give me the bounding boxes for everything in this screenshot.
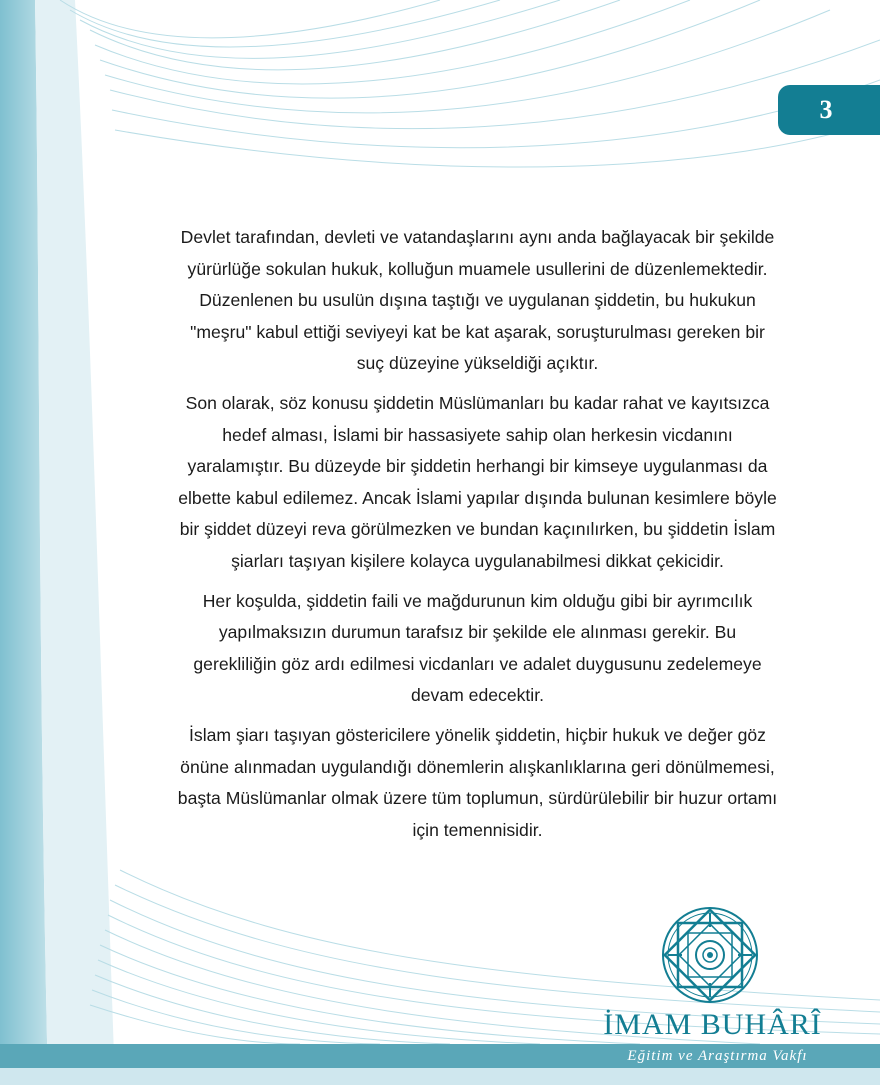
paragraph: Son olarak, söz konusu şiddetin Müslümanları bu kadar rahat ve kayıtsızca hedef alması, İslami bir hassasiyete sahip olan herkesin vicdanını yaralamıştır. Bu düzeyde bir şiddetin herhangi bir kimseye uygulanması da elbette kabul edilemez. Ancak İslami yapılar dışında bulunan kesimlere böyle bir şiddet düzeyi reva görülmezken ve bundan kaçınılırken, bu şiddetin İslam şiarları taşıyan kişilere kolayca uygulanabilmesi dikkat çekicidir. <box>178 392 777 571</box>
geometric-rosette-logo-icon <box>660 905 760 1005</box>
brand-name: İMAM BUHÂRÎ <box>603 1008 822 1041</box>
paragraph: Her koşulda, şiddetin faili ve mağdurunun kim olduğu gibi bir ayrımcılık yapılmaksızın durumun tarafsız bir şekilde ele alınması gerekir. Bu gerekliliğin göz ardı edilmesi vicdanları ve adalet duygusunu zedelemeye devam edecektir. <box>193 590 762 706</box>
page-number-badge: 3 <box>778 85 880 135</box>
paragraph: Devlet tarafından, devleti ve vatandaşlarını aynı anda bağlayacak bir şekilde yürürlüğe sokulan hukuk, kolluğun muamele usullerini de düzenlemektedir. Düzenlenen bu usulün dışına taştığı ve uygulanan şiddetin, bu hukukun "meşru" kabul ettiği seviyeyi kat be kat aşarak, soruşturulması gereken bir suç düzeyine yükseldiği açıktır. <box>180 227 775 374</box>
brand-tagline: Eğitim ve Araştırma Vakfı <box>627 1048 808 1064</box>
paragraph: İslam şiarı taşıyan göstericilere yönelik şiddetin, hiçbir hukuk ve değer göz önüne alınmadan uygulandığı dönemlerin alışkanlıklarına geri dönülmemesi, başta Müslümanlar olmak üzere tüm toplumun, sürdürülebilir bir huzur ortamı için temennisidir. <box>177 724 778 840</box>
document-body <box>175 222 780 854</box>
